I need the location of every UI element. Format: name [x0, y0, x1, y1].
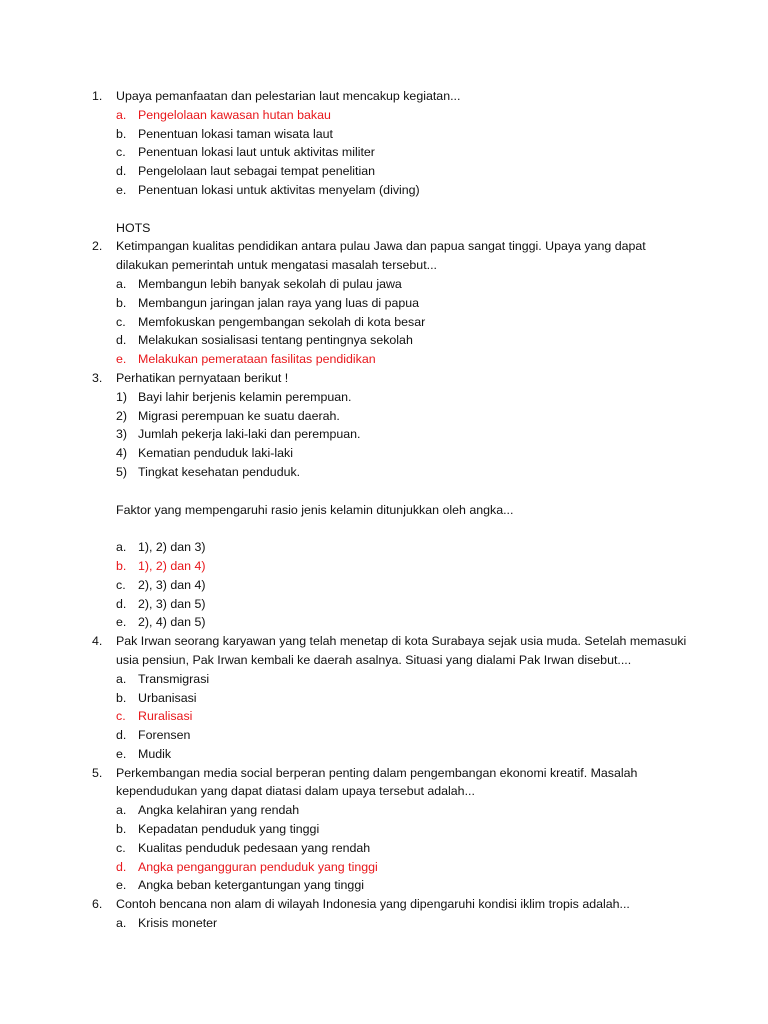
option-letter: a. [116, 671, 127, 686]
option-text: Krisis moneter [138, 916, 218, 931]
statement-3 [116, 425, 692, 444]
option-text: Angka beban ketergantungan yang tinggi [138, 878, 364, 893]
question-number: 6. [92, 897, 103, 912]
option-b [116, 820, 692, 839]
option-b [116, 689, 692, 708]
option-text: 2), 3) dan 4) [138, 577, 206, 592]
option-letter: b. [116, 295, 127, 310]
question-text: Perkembangan media social berperan penting dalam pengembangan ekonomi kreatif. Masalah kependudukan yang dapat diatasi dalam upaya tersebut adalah... [116, 765, 638, 799]
option-letter: c. [116, 709, 126, 724]
option-b [116, 125, 692, 144]
option-b [116, 294, 692, 313]
statement-number: 1) [116, 389, 128, 404]
option-letter: b. [116, 126, 127, 141]
option-letter: c. [116, 577, 126, 592]
statement-text: Kematian penduduk laki-laki [138, 446, 293, 461]
option-e [116, 613, 692, 632]
option-letter: a. [116, 540, 127, 555]
option-text: Penentuan lokasi taman wisata laut [138, 126, 333, 141]
option-text: Transmigrasi [138, 671, 210, 686]
option-b [116, 557, 692, 576]
option-d [116, 162, 692, 181]
option-letter: c. [116, 145, 126, 160]
statement-text: Tingkat kesehatan penduduk. [138, 464, 301, 479]
question-text: Upaya pemanfaatan dan pelestarian laut mencakup kegiatan... [116, 89, 461, 103]
option-e [116, 745, 692, 764]
question-list [92, 87, 692, 933]
option-text: Melakukan pemerataan fasilitas pendidikan [138, 352, 376, 367]
option-letter: e. [116, 878, 127, 893]
option-a [116, 275, 692, 294]
option-letter: e. [116, 746, 127, 761]
option-c [116, 313, 692, 332]
option-letter: a. [116, 916, 127, 931]
question-1 [92, 87, 692, 237]
option-d [116, 331, 692, 350]
option-text: 2), 4) dan 5) [138, 615, 206, 630]
option-text: 2), 3) dan 5) [138, 596, 206, 611]
statement-text: Bayi lahir berjenis kelamin perempuan. [138, 389, 352, 404]
option-text: Angka kelahiran yang rendah [138, 803, 300, 818]
statement-number: 5) [116, 464, 128, 479]
option-letter: a. [116, 276, 127, 291]
statement-1 [116, 388, 692, 407]
question-6 [92, 895, 692, 933]
option-text: Angka pengangguran penduduk yang tinggi [138, 859, 378, 874]
question-text: Contoh bencana non alam di wilayah Indonesia yang dipengaruhi kondisi iklim tropis adalah... [116, 897, 630, 912]
spacer [116, 482, 692, 501]
hots-label: HOTS [116, 220, 151, 235]
option-c [116, 839, 692, 858]
option-letter: d. [116, 164, 127, 179]
option-letter: a. [116, 107, 127, 122]
option-letter: d. [116, 596, 127, 611]
statement-number: 3) [116, 427, 128, 442]
option-letter: d. [116, 333, 127, 348]
option-letter: e. [116, 182, 127, 197]
option-a [116, 801, 692, 820]
option-text: Pengelolaan kawasan hutan bakau [138, 107, 331, 122]
option-e [116, 876, 692, 895]
option-text: Penentuan lokasi untuk aktivitas menyelam (diving) [138, 182, 420, 197]
option-d [116, 726, 692, 745]
option-e [116, 350, 692, 369]
option-letter: b. [116, 558, 127, 573]
option-text: Urbanisasi [138, 690, 197, 705]
question-3 [92, 369, 692, 632]
question-number: 3. [92, 370, 103, 385]
option-a [116, 914, 692, 933]
option-text: 1), 2) dan 3) [138, 540, 206, 555]
option-letter: b. [116, 690, 127, 705]
option-c [116, 576, 692, 595]
option-letter: c. [116, 840, 126, 855]
option-a [116, 670, 692, 689]
option-c [116, 143, 692, 162]
option-d [116, 858, 692, 877]
option-c [116, 707, 692, 726]
question-text: Ketimpangan kualitas pendidikan antara pulau Jawa dan papua sangat tinggi. Upaya yang dapat dilakukan pemerintah untuk mengatasi masalah tersebut... [116, 239, 646, 273]
option-text: Kualitas penduduk pedesaan yang rendah [138, 840, 371, 855]
option-text: Forensen [138, 728, 191, 743]
option-letter: d. [116, 859, 127, 874]
statement-number: 2) [116, 408, 128, 423]
statement-text: Jumlah pekerja laki-laki dan perempuan. [138, 427, 361, 442]
statement-5 [116, 463, 692, 482]
option-letter: d. [116, 728, 127, 743]
question-number: 5. [92, 765, 103, 780]
question-4 [92, 632, 692, 764]
question-number: 2. [92, 239, 103, 254]
option-text: 1), 2) dan 4) [138, 558, 206, 573]
option-text: Membangun lebih banyak sekolah di pulau jawa [138, 276, 402, 291]
option-text: Memfokuskan pengembangan sekolah di kota besar [138, 314, 426, 329]
question-text: Pak Irwan seorang karyawan yang telah menetap di kota Surabaya sejak usia muda. Setelah memasuki usia pensiun, Pak Irwan kembali ke daerah asalnya. Situasi yang dialami Pak Irwan disebut.... [116, 634, 687, 667]
option-letter: a. [116, 803, 127, 818]
option-letter: e. [116, 352, 127, 367]
spacer [116, 200, 692, 219]
statement-text: Migrasi perempuan ke suatu daerah. [138, 408, 340, 423]
spacer [116, 519, 692, 538]
option-letter: e. [116, 615, 127, 630]
option-text: Mudik [138, 746, 172, 761]
question-prompt: Faktor yang mempengaruhi rasio jenis kelamin ditunjukkan oleh angka... [116, 502, 514, 517]
question-text: Perhatikan pernyataan berikut ! [116, 370, 289, 385]
option-text: Kepadatan penduduk yang tinggi [138, 822, 320, 837]
question-2 [92, 237, 692, 369]
option-a [116, 106, 692, 125]
question-5 [92, 764, 692, 896]
option-text: Melakukan sosialisasi tentang pentingnya sekolah [138, 333, 413, 348]
statement-2 [116, 407, 692, 426]
statement-4 [116, 444, 692, 463]
option-text: Pengelolaan laut sebagai tempat penelitian [138, 164, 375, 179]
question-number: 4. [92, 634, 103, 649]
option-text: Membangun jaringan jalan raya yang luas di papua [138, 295, 420, 310]
option-text: Penentuan lokasi laut untuk aktivitas militer [138, 145, 375, 160]
option-d [116, 595, 692, 614]
statement-number: 4) [116, 446, 128, 461]
option-a [116, 538, 692, 557]
option-letter: c. [116, 314, 126, 329]
question-number: 1. [92, 89, 103, 103]
option-text: Ruralisasi [138, 709, 193, 724]
option-e [116, 181, 692, 200]
option-letter: b. [116, 822, 127, 837]
